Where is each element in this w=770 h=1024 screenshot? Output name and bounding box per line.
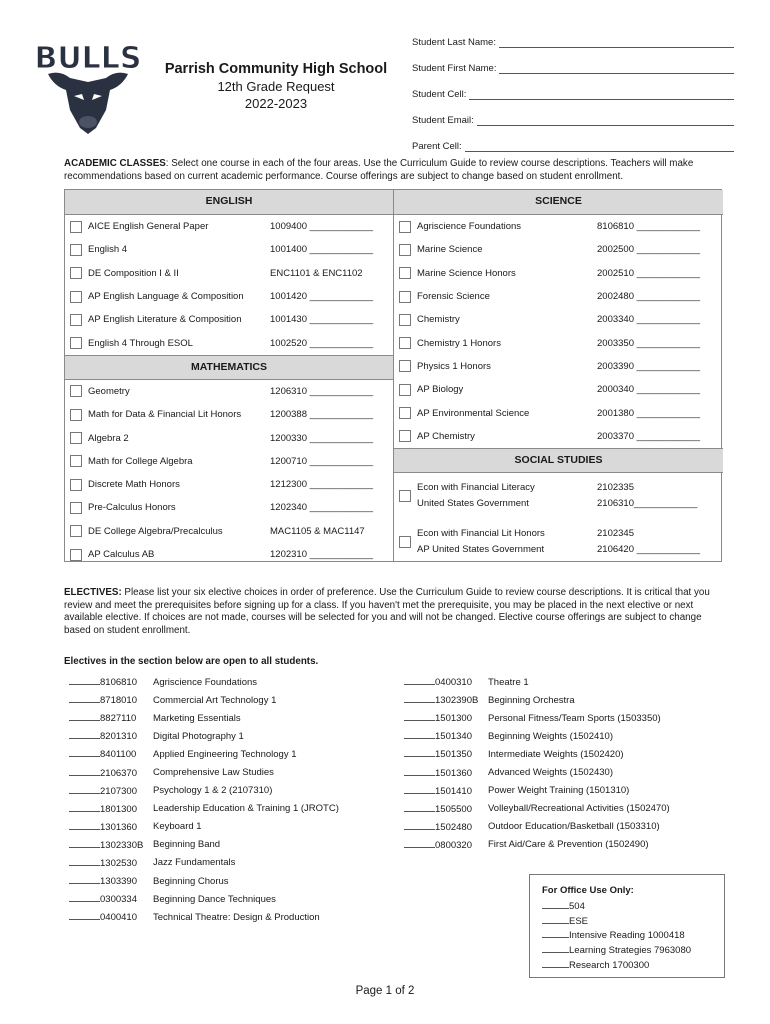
- elective-name: Commercial Art Technology 1: [153, 694, 277, 706]
- course-code: 2002480 ____________: [597, 291, 701, 303]
- elective-rank-blank[interactable]: [404, 730, 435, 739]
- elective-rank-blank[interactable]: [404, 785, 435, 794]
- course-name: AICE English General Paper: [88, 221, 209, 233]
- course-code: 2000340 ____________: [597, 384, 701, 396]
- science-course-row: [394, 238, 723, 261]
- course-name: Econ with Financial Literacy: [417, 482, 535, 494]
- elective-name: Beginning Weights (1502410): [488, 730, 613, 742]
- elective-code-text: 1501410: [435, 785, 472, 797]
- course-code: 1001400 ____________: [270, 244, 374, 256]
- science-course-row: [394, 331, 723, 354]
- course-code: 1202340 ____________: [270, 502, 374, 514]
- elective-code-text: 1502480: [435, 821, 472, 833]
- course-code: 2002510 ____________: [597, 267, 701, 279]
- elective-code: [69, 803, 153, 815]
- math-course-row: [65, 450, 393, 473]
- parent-cell-field[interactable]: Parent Cell:: [412, 132, 734, 158]
- elective-row: [404, 818, 670, 836]
- course-name: DE College Algebra/Precalculus: [88, 525, 223, 537]
- math-course-checkbox[interactable]: [70, 502, 82, 514]
- english-course-row: [65, 215, 393, 238]
- science-course-row: [394, 378, 723, 401]
- course-codes: [597, 480, 697, 511]
- electives-right-list: [404, 673, 670, 854]
- course-name: AP Chemistry: [417, 430, 475, 442]
- elective-name: Leadership Education & Training 1 (JROTC): [153, 803, 339, 815]
- right-column: [394, 190, 723, 561]
- elective-code-text: 1303390: [100, 876, 137, 888]
- elective-code: [69, 694, 153, 706]
- school-header: [150, 60, 402, 112]
- elective-row: [404, 709, 670, 727]
- course-name: Agriscience Foundations: [417, 221, 522, 233]
- elective-row: [69, 745, 339, 763]
- english-course-row: [65, 262, 393, 285]
- course-names: [417, 526, 597, 557]
- elective-rank-blank[interactable]: [404, 767, 435, 776]
- course-code: 1001430 ____________: [270, 314, 374, 326]
- elective-name: Applied Engineering Technology 1: [153, 748, 297, 760]
- elective-code-text: 2106370: [100, 767, 137, 779]
- elective-row: [404, 673, 670, 691]
- elective-rank-blank[interactable]: [69, 875, 100, 884]
- logo-text: BULLS: [34, 41, 142, 76]
- math-heading: MATHEMATICS: [65, 355, 393, 380]
- english-course-checkbox[interactable]: [70, 267, 82, 279]
- science-course-checkbox[interactable]: [399, 244, 411, 256]
- math-course-checkbox[interactable]: [70, 432, 82, 444]
- elective-rank-blank[interactable]: [69, 893, 100, 902]
- course-name: Discrete Math Honors: [88, 479, 180, 491]
- course-name: Math for Data & Financial Lit Honors: [88, 409, 242, 421]
- math-course-row: [65, 496, 393, 519]
- elective-code: [69, 821, 153, 833]
- math-course-row: [65, 520, 393, 543]
- science-course-checkbox[interactable]: [399, 314, 411, 326]
- elective-name: Outdoor Education/Basketball (1503310): [488, 821, 660, 833]
- science-course-row: [394, 262, 723, 285]
- office-use-blank[interactable]: [542, 915, 569, 924]
- student-info-block: [412, 28, 734, 158]
- course-code: 2102335: [597, 482, 634, 494]
- office-use-label: Intensive Reading 1000418: [569, 930, 685, 942]
- course-name: Marine Science: [417, 244, 483, 256]
- elective-code: [404, 821, 488, 833]
- course-name: United States Government: [417, 497, 529, 509]
- elective-code: [69, 893, 153, 905]
- course-code: 1200388 ____________: [270, 409, 374, 421]
- electives-left-list: [69, 673, 339, 926]
- elective-code-text: 8106810: [100, 677, 137, 689]
- course-code: 2003370 ____________: [597, 430, 701, 442]
- elective-code: [404, 803, 488, 815]
- elective-rank-blank[interactable]: [69, 694, 100, 703]
- elective-code-text: 1302390B: [435, 695, 479, 707]
- elective-name: Advanced Weights (1502430): [488, 767, 613, 779]
- office-use-box: [529, 874, 725, 978]
- elective-rank-blank[interactable]: [404, 803, 435, 812]
- elective-rank-blank[interactable]: [69, 785, 100, 794]
- elective-code-text: 8827110: [100, 713, 137, 725]
- course-code: 2106420 ____________: [597, 543, 701, 555]
- course-code: 2003340 ____________: [597, 314, 701, 326]
- office-use-blank[interactable]: [542, 959, 569, 968]
- science-course-row: [394, 285, 723, 308]
- science-course-row: [394, 355, 723, 378]
- elective-row: [404, 836, 670, 854]
- elective-row: [69, 908, 339, 926]
- elective-rank-blank[interactable]: [69, 803, 100, 812]
- course-name: Pre-Calculus Honors: [88, 502, 176, 514]
- elective-code-text: 8201310: [100, 731, 137, 743]
- elective-row: [69, 763, 339, 781]
- course-code: 2002500 ____________: [597, 244, 701, 256]
- elective-code-text: 0300334: [100, 894, 137, 906]
- course-codes: [597, 526, 700, 557]
- elective-code: [69, 785, 153, 797]
- elective-rank-blank[interactable]: [69, 821, 100, 830]
- elective-rank-blank[interactable]: [69, 857, 100, 866]
- course-name: Geometry: [88, 385, 130, 397]
- elective-name: Digital Photography 1: [153, 730, 244, 742]
- course-name: Algebra 2: [88, 432, 129, 444]
- elective-name: Intermediate Weights (1502420): [488, 748, 624, 760]
- course-code: 1002520 ____________: [270, 337, 374, 349]
- elective-rank-blank[interactable]: [404, 676, 435, 685]
- elective-code: [69, 875, 153, 887]
- office-use-blank[interactable]: [542, 900, 569, 909]
- page-number: Page 1 of 2: [355, 985, 415, 997]
- math-course-row: [65, 380, 393, 403]
- math-course-row: [65, 403, 393, 426]
- elective-name: Beginning Dance Techniques: [153, 893, 276, 905]
- course-name: Physics 1 Honors: [417, 360, 491, 372]
- elective-code-text: 8718010: [100, 695, 137, 707]
- bulls-logo: [30, 34, 146, 138]
- science-course-row: [394, 308, 723, 331]
- course-code: 8106810 ____________: [597, 221, 701, 233]
- elective-code: [404, 730, 488, 742]
- course-name: AP Biology: [417, 384, 464, 396]
- elective-name: Jazz Fundamentals: [153, 857, 236, 869]
- elective-row: [69, 727, 339, 745]
- elective-code: [69, 857, 153, 869]
- office-use-item: [542, 915, 724, 930]
- elective-name: Personal Fitness/Team Sports (1503350): [488, 712, 661, 724]
- course-grid: [64, 189, 722, 562]
- office-use-blank[interactable]: [542, 929, 569, 938]
- office-use-item: [542, 929, 724, 944]
- course-name: DE Composition I & II: [88, 267, 179, 279]
- office-use-item: [542, 959, 724, 974]
- elective-row: [69, 691, 339, 709]
- elective-code-text: 1301360: [100, 821, 137, 833]
- course-code: 2001380 ____________: [597, 407, 701, 419]
- elective-row: [69, 800, 339, 818]
- science-course-checkbox[interactable]: [399, 407, 411, 419]
- elective-code-text: 1801300: [100, 803, 137, 815]
- school-name: Parrish Community High School: [164, 61, 388, 77]
- course-code: 2102345: [597, 528, 634, 540]
- course-name: Econ with Financial Lit Honors: [417, 528, 545, 540]
- student-first-name-field[interactable]: Student First Name:: [412, 54, 734, 80]
- social-studies-course-row: [394, 473, 723, 519]
- elective-name: Keyboard 1: [153, 821, 202, 833]
- course-name: AP English Language & Composition: [88, 291, 244, 303]
- elective-code-text: 8401100: [100, 749, 137, 761]
- science-course-checkbox[interactable]: [399, 360, 411, 372]
- elective-code-text: 0800320: [435, 839, 472, 851]
- elective-row: [69, 709, 339, 727]
- science-course-checkbox[interactable]: [399, 267, 411, 279]
- elective-row: [69, 854, 339, 872]
- social-studies-course-row: [394, 519, 723, 565]
- elective-row: [404, 782, 670, 800]
- elective-rank-blank[interactable]: [69, 911, 100, 920]
- elective-code: [404, 785, 488, 797]
- course-code: MAC1105 & MAC1147: [270, 525, 365, 537]
- elective-code: [404, 748, 488, 760]
- math-course-row: [65, 543, 393, 566]
- elective-row: [404, 691, 670, 709]
- english-course-checkbox[interactable]: [70, 291, 82, 303]
- elective-code: [69, 911, 153, 923]
- course-code: ENC1101 & ENC1102: [270, 267, 363, 279]
- math-course-checkbox[interactable]: [70, 525, 82, 537]
- science-course-row: [394, 425, 723, 448]
- elective-code: [404, 839, 488, 851]
- math-course-checkbox[interactable]: [70, 385, 82, 397]
- elective-code-text: 1302530: [100, 857, 137, 869]
- elective-rank-blank[interactable]: [69, 730, 100, 739]
- course-name: AP United States Government: [417, 543, 545, 555]
- student-last-name-field[interactable]: Student Last Name:: [412, 28, 734, 54]
- elective-name: Marketing Essentials: [153, 712, 241, 724]
- english-course-row: [65, 238, 393, 261]
- elective-row: [69, 673, 339, 691]
- office-use-label: 504: [569, 901, 585, 912]
- science-course-checkbox[interactable]: [399, 430, 411, 442]
- course-name: Forensic Science: [417, 291, 490, 303]
- english-course-row: [65, 331, 393, 354]
- elective-code: [404, 767, 488, 779]
- course-name: Math for College Algebra: [88, 455, 193, 467]
- course-code: 2003390 ____________: [597, 360, 701, 372]
- elective-row: [404, 745, 670, 763]
- elective-rank-blank[interactable]: [69, 748, 100, 757]
- elective-code: [69, 767, 153, 779]
- english-heading: ENGLISH: [65, 190, 393, 215]
- course-name: Chemistry: [417, 314, 460, 326]
- elective-rank-blank[interactable]: [69, 712, 100, 721]
- science-course-checkbox[interactable]: [399, 291, 411, 303]
- elective-name: Technical Theatre: Design & Production: [153, 911, 320, 923]
- course-name: English 4 Through ESOL: [88, 337, 193, 349]
- course-code: 2106310____________: [597, 497, 698, 509]
- english-course-checkbox[interactable]: [70, 221, 82, 233]
- elective-name: Theatre 1: [488, 676, 529, 688]
- elective-rank-blank[interactable]: [404, 839, 435, 848]
- elective-code: [69, 730, 153, 742]
- school-year: 2022-2023: [244, 96, 308, 111]
- student-email-field[interactable]: Student Email:: [412, 106, 734, 132]
- math-course-checkbox[interactable]: [70, 549, 82, 561]
- elective-code-text: 1501300: [435, 713, 472, 725]
- science-course-row: [394, 215, 723, 238]
- elective-rank-blank[interactable]: [69, 676, 100, 685]
- course-name: English 4: [88, 244, 128, 256]
- elective-code-text: 0400410: [100, 912, 137, 924]
- elective-code-text: 1501360: [435, 767, 472, 779]
- social-studies-heading: SOCIAL STUDIES: [394, 448, 723, 473]
- elective-name: Beginning Chorus: [153, 875, 229, 887]
- course-code: 2003350 ____________: [597, 337, 701, 349]
- student-cell-field[interactable]: Student Cell:: [412, 80, 734, 106]
- elective-row: [69, 818, 339, 836]
- elective-code-text: 2107300: [100, 785, 137, 797]
- science-course-row: [394, 401, 723, 424]
- elective-rank-blank[interactable]: [404, 712, 435, 721]
- elective-code-text: 1501340: [435, 731, 472, 743]
- elective-rank-blank[interactable]: [404, 694, 435, 703]
- elective-name: Volleyball/Recreational Activities (1502470): [488, 803, 670, 815]
- elective-row: [69, 782, 339, 800]
- elective-name: Comprehensive Law Studies: [153, 767, 274, 779]
- science-course-checkbox[interactable]: [399, 384, 411, 396]
- elective-row: [404, 800, 670, 818]
- course-code: 1200330 ____________: [270, 432, 374, 444]
- course-name: Marine Science Honors: [417, 267, 516, 279]
- english-course-row: [65, 285, 393, 308]
- elective-row: [69, 890, 339, 908]
- elective-rank-blank[interactable]: [404, 748, 435, 757]
- office-use-label: Learning Strategies 7963080: [569, 945, 692, 957]
- elective-code-text: 0400310: [435, 677, 472, 689]
- math-course-checkbox[interactable]: [70, 409, 82, 421]
- left-column: [65, 190, 394, 561]
- course-code: 1212300 ____________: [270, 479, 374, 491]
- elective-code: [404, 694, 488, 706]
- elective-rank-blank[interactable]: [69, 767, 100, 776]
- course-name: Chemistry 1 Honors: [417, 337, 501, 349]
- elective-name: Power Weight Training (1501310): [488, 785, 630, 797]
- academic-instructions: ACADEMIC CLASSES: Select one course in each of the four areas. Use the Curriculum Guide to review course descriptions. Teachers will make recommendations based on current academic performance. Course offerings are subject to change based on student enrollment.: [64, 158, 694, 182]
- electives-open-title: Electives in the section below are open to all students.: [64, 656, 319, 667]
- course-code: 1200710 ____________: [270, 455, 374, 467]
- course-code: 1206310 ____________: [270, 385, 374, 397]
- elective-row: [404, 763, 670, 781]
- course-code: 1009400 ____________: [270, 221, 374, 233]
- elective-code: [404, 712, 488, 724]
- electives-instructions: ELECTIVES: Please list your six elective choices in order of preference. Use the Curriculum Guide to review course descriptions. It is critical that you review and meet the prerequisites before signing up for a class. If you haven't met the prerequisite, you may be placed in the next elective or next available elective. If choices are not made, courses will be selected for you and will not be changed. Elective course offerings are subject to change based on student enrollment.: [64, 587, 710, 636]
- elective-row: [404, 727, 670, 745]
- elective-code: [69, 712, 153, 724]
- course-names: [417, 480, 597, 511]
- math-course-checkbox[interactable]: [70, 479, 82, 491]
- elective-code: [69, 676, 153, 688]
- office-use-label: ESE: [569, 915, 589, 927]
- elective-rank-blank[interactable]: [69, 839, 100, 848]
- course-name: AP Environmental Science: [417, 407, 530, 419]
- elective-code: [69, 748, 153, 760]
- social-studies-checkbox[interactable]: [399, 490, 411, 502]
- elective-row: [69, 872, 339, 890]
- english-course-checkbox[interactable]: [70, 314, 82, 326]
- elective-code: [69, 839, 153, 851]
- elective-rank-blank[interactable]: [404, 821, 435, 830]
- english-course-row: [65, 308, 393, 331]
- course-name: AP Calculus AB: [88, 549, 155, 560]
- course-code: 1001420 ____________: [270, 291, 374, 303]
- elective-name: Psychology 1 & 2 (2107310): [153, 785, 273, 797]
- office-use-blank[interactable]: [542, 944, 569, 953]
- english-course-checkbox[interactable]: [70, 244, 82, 256]
- science-course-checkbox[interactable]: [399, 221, 411, 233]
- course-name: AP English Literature & Composition: [88, 314, 242, 326]
- elective-code-text: 1501350: [435, 749, 472, 761]
- science-course-checkbox[interactable]: [399, 337, 411, 349]
- elective-name: Beginning Band: [153, 839, 221, 851]
- elective-name: Beginning Orchestra: [488, 694, 575, 706]
- elective-row: [69, 836, 339, 854]
- elective-name: Agriscience Foundations: [153, 676, 258, 688]
- math-course-row: [65, 426, 393, 449]
- office-use-title: For Office Use Only:: [542, 885, 634, 896]
- elective-code-text: 1302330B: [100, 839, 144, 851]
- math-course-row: [65, 473, 393, 496]
- math-course-checkbox[interactable]: [70, 455, 82, 467]
- request-title: 12th Grade Request: [217, 79, 335, 94]
- elective-code-text: 1505500: [435, 803, 472, 815]
- science-heading: SCIENCE: [394, 190, 723, 215]
- elective-name: First Aid/Care & Prevention (1502490): [488, 839, 649, 851]
- social-studies-checkbox[interactable]: [399, 536, 411, 548]
- elective-code: [404, 676, 488, 688]
- office-use-item: [542, 900, 724, 915]
- course-code: 1202310 ____________: [270, 549, 374, 560]
- english-course-checkbox[interactable]: [70, 337, 82, 349]
- office-use-label: Research 1700300: [569, 959, 650, 971]
- office-use-item: [542, 944, 724, 959]
